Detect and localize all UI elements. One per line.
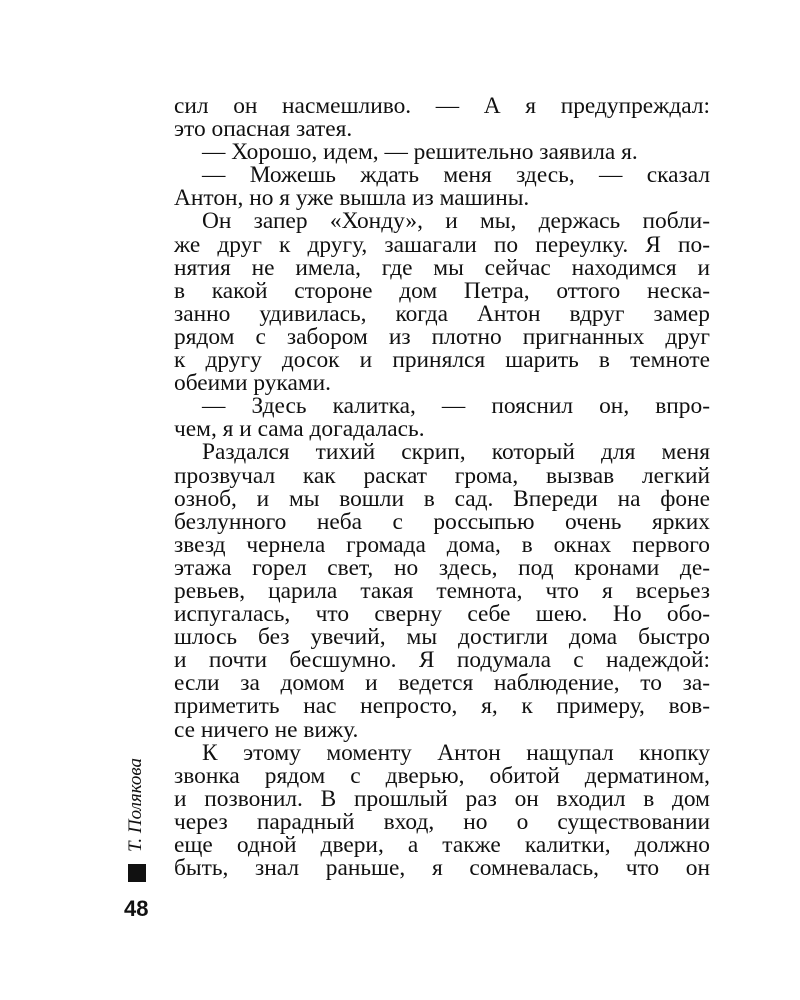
- running-head-author: Т. Полякова: [125, 757, 146, 852]
- text-line: обеими руками.: [174, 370, 331, 397]
- text-line: занно удивилась, когда Антон вдруг замер: [174, 300, 710, 327]
- text-line: — Хорошо, идем, — решительно заявила я.: [202, 139, 638, 166]
- text-line: се ничего не вижу.: [174, 716, 359, 743]
- text-line: если за домом и ведется наблюдение, то за-: [174, 670, 710, 697]
- text-line: же друг к другу, зашагали по переулку. Я по-: [174, 231, 710, 258]
- text-line: быть, знал раньше, я сомневалась, что он: [174, 855, 710, 882]
- text-line: звонка рядом с дверью, обитой дерматином,: [174, 762, 710, 789]
- text-line: чем, я и сама догадалась.: [174, 416, 425, 443]
- text-line: рядом с забором из плотно пригнанных друг: [174, 323, 710, 350]
- text-line: сил он насмешливо. — А я предупреждал:: [174, 93, 710, 119]
- page-number: 48: [124, 896, 149, 921]
- body-text: [174, 95, 710, 880]
- text-line: приметить нас непросто, я, к примеру, вов-: [174, 693, 710, 720]
- text-line: озноб, и мы вошли в сад. Впереди на фоне: [174, 485, 710, 512]
- text-line: и почти бесшумно. Я подумала с надеждой:: [174, 647, 710, 674]
- text-line: К этому моменту Антон нащупал кнопку: [202, 739, 710, 766]
- text-line: звезд чернела громада дома, в окнах первого: [174, 531, 710, 558]
- text-line: Раздался тихий скрип, который для меня: [202, 439, 710, 466]
- text-line: — Можешь ждать меня здесь, — сказал: [202, 162, 710, 189]
- text-line: в какой стороне дом Петра, оттого неска-: [174, 277, 710, 304]
- running-head-square: [128, 864, 146, 882]
- text-line: безлунного неба с россыпью очень ярких: [174, 508, 710, 535]
- text-line: прозвучал как раскат грома, вызвав легкий: [174, 462, 710, 489]
- text-line: через парадный вход, но о существовании: [174, 808, 710, 835]
- text-line: испугалась, что сверну себе шею. Но обо-: [174, 601, 710, 628]
- text-line: это опасная затея.: [174, 116, 353, 143]
- text-line: — Здесь калитка, — пояснил он, впро-: [202, 393, 710, 420]
- text-line: нятия не имела, где мы сейчас находимся и: [174, 254, 710, 281]
- text-line: еще одной двери, а также калитки, должно: [174, 832, 710, 858]
- text-line: Антон, но я уже вышла из машины.: [174, 185, 530, 212]
- text-line: ревьев, царила такая темнота, что я всерьез: [174, 577, 710, 604]
- text-line: этажа горел свет, но здесь, под кронами де-: [174, 554, 710, 581]
- text-line: и позвонил. В прошлый раз он входил в дом: [174, 785, 710, 812]
- text-line: к другу досок и принялся шарить в темноте: [174, 347, 710, 374]
- text-line: Он запер «Хонду», и мы, держась побли-: [202, 208, 710, 235]
- text-line: шлось без увечий, мы достигли дома быстро: [174, 624, 710, 651]
